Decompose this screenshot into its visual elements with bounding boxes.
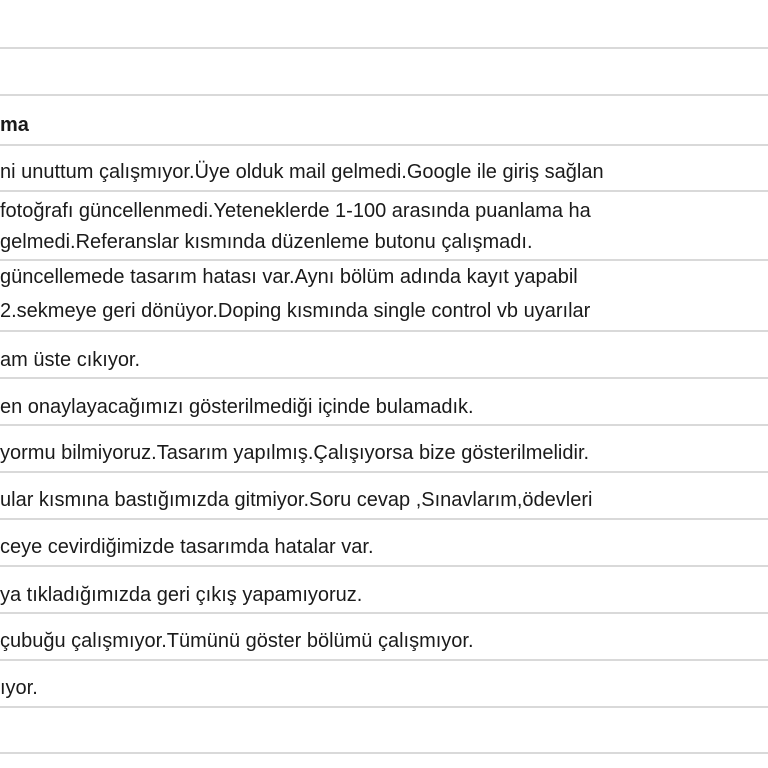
table-cell: ya tıkladığımızda geri çıkış yapamıyoruz. (0, 584, 363, 606)
table-cell: ular kısmına bastığımızda gitmiyor.Soru cevap ,Sınavlarım,ödevleri (0, 489, 593, 511)
table-cell: yormu bilmiyoruz.Tasarım yapılmış.Çalışıyorsa bize gösterilmelidir. (0, 442, 590, 464)
row-border (0, 94, 768, 96)
table-cell: ceye cevirdiğimizde tasarımda hatalar var. (0, 536, 374, 558)
row-border (0, 47, 768, 49)
table-cell: fotoğrafı güncellenmedi.Yeteneklerde 1-100 arasında puanlama ha (0, 200, 591, 222)
row-border (0, 565, 768, 567)
row-border (0, 518, 768, 520)
row-border (0, 659, 768, 661)
row-border (0, 330, 768, 332)
table-cell: güncellemede tasarım hatası var.Aynı bölüm adında kayıt yapabil (0, 266, 578, 288)
row-border (0, 471, 768, 473)
row-border (0, 144, 768, 146)
table-cell: ıyor. (0, 677, 38, 699)
table-cell: ni unuttum çalışmıyor.Üye olduk mail gelmedi.Google ile giriş sağlan (0, 161, 604, 183)
row-border (0, 190, 768, 192)
row-border (0, 752, 768, 754)
table-cell: çubuğu çalışmıyor.Tümünü göster bölümü çalışmıyor. (0, 630, 474, 652)
row-border (0, 424, 768, 426)
table-cell: gelmedi.Referanslar kısmında düzenleme butonu çalışmadı. (0, 231, 533, 253)
row-border (0, 377, 768, 379)
row-border (0, 612, 768, 614)
row-border (0, 259, 768, 261)
table-cell: am üste cıkıyor. (0, 349, 141, 371)
table-cell: en onaylayacağımızı gösterilmediği içinde bulamadık. (0, 396, 474, 418)
table-cell: 2.sekmeye geri dönüyor.Doping kısmında single control vb uyarılar (0, 300, 591, 322)
row-border (0, 706, 768, 708)
column-header: ma (0, 114, 29, 136)
